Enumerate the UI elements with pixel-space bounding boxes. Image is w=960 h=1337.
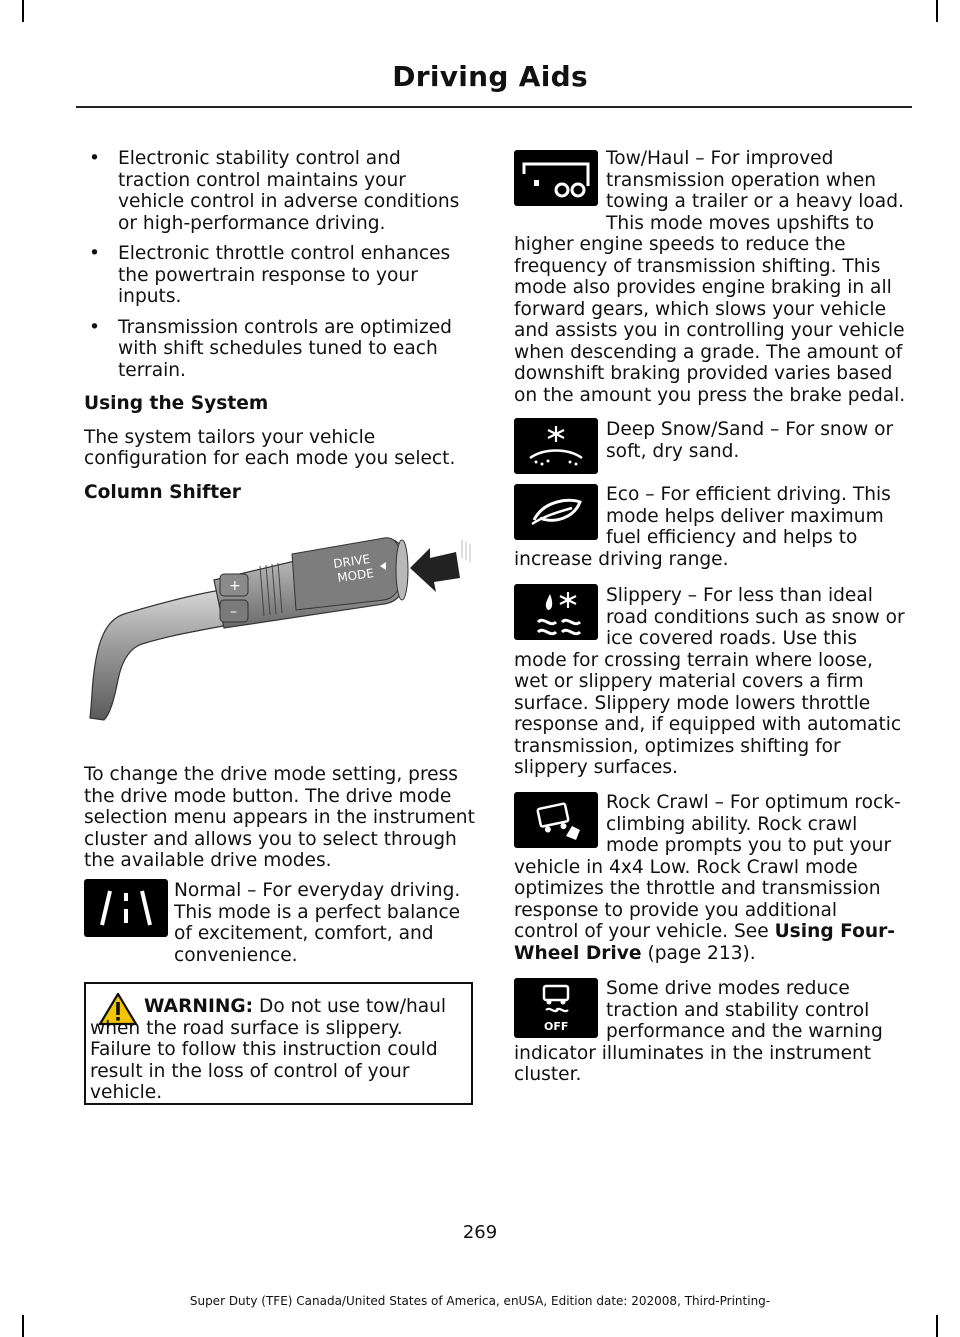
press-arrow-icon <box>410 548 460 592</box>
slippery-text <box>514 585 907 779</box>
section-heading-shifter: Column Shifter <box>84 481 241 503</box>
slippery-description: Slippery – For less than ideal road conditions such as snow or ice covered roads. Use this mode for crossing terrain where loose, wet or slippery material covers a firm surface. Slippery mode lowers throttle response and, if equipped with automatic transmission, optimizes shifting for slippery surfaces. <box>514 585 905 778</box>
warning-label: WARNING: <box>144 996 254 1017</box>
plus-label: + <box>229 578 241 594</box>
left-column <box>84 148 476 503</box>
tow-haul-text <box>514 148 907 406</box>
eco-text <box>514 484 907 570</box>
list-item <box>84 317 476 382</box>
crop-mark-top-right <box>936 0 938 22</box>
bullet-text: Electronic throttle control enhances the powertrain response to your inputs. <box>118 243 451 307</box>
normal-mode-text <box>84 880 474 966</box>
bullet-icon: • <box>89 243 100 264</box>
off-label: OFF <box>544 1020 569 1033</box>
drive-label: DRIVE <box>332 551 371 571</box>
minus-label: – <box>230 604 237 620</box>
change-mode-paragraph: To change the drive mode setting, press the drive mode button. The drive mode selection menu appears in the instrument cluster and allows you to select through the available drive modes. <box>84 764 475 871</box>
column-shifter-illustration <box>84 510 476 730</box>
list-item <box>84 148 476 234</box>
four-wheel-drive-link[interactable]: Using Four-Wheel Drive <box>514 921 895 964</box>
crop-mark-top-left <box>22 0 24 22</box>
crop-mark-bottom-right <box>936 1315 938 1337</box>
bullet-text: Electronic stability control and traction control maintains your vehicle control in adverse conditions or high-performance driving. <box>118 148 460 234</box>
page-title: Driving Aids <box>392 60 588 93</box>
deep-snow-description: Deep Snow/Sand – For snow or soft, dry sand. <box>606 419 894 462</box>
section-heading-using: Using the System <box>84 393 269 414</box>
tow-haul-description: Tow/Haul – For improved transmission operation when towing a trailer or a heavy load. This mode moves upshifts to higher engine speeds to reduce the frequency of transmission shifting. This mode also provides engine braking in all forward gears, which slows your vehicle and assists you in controlling your vehicle when descending a grade. The amount of downshift braking provided varies based on the amount you press the brake pedal. <box>514 148 906 406</box>
header-divider <box>76 106 912 108</box>
page-number: 269 <box>462 1222 498 1243</box>
traction-text <box>514 978 907 1086</box>
rock-crawl-page-ref: (page 213). <box>641 942 756 964</box>
crop-mark-bottom-left <box>22 1315 24 1337</box>
normal-mode-description: Normal – For everyday driving. This mode is a perfect balance of excitement, comfort, and convenience. <box>174 880 461 966</box>
list-item <box>84 243 476 308</box>
bullet-text: Transmission controls are optimized with shift schedules tuned to each terrain. <box>118 316 452 381</box>
traction-description: Some drive modes reduce traction and stability control performance and the warning indicator illuminates in the instrument cluster. <box>514 978 883 1085</box>
bullet-icon: • <box>89 148 100 169</box>
bullet-icon: • <box>89 316 100 338</box>
footer-edition-line: Super Duty (TFE) Canada/United States of America, enUSA, Edition date: 202008, Third-Printing- <box>189 1294 771 1308</box>
eco-description: Eco – For efficient driving. This mode helps deliver maximum fuel efficiency and helps to increase driving range. <box>514 484 891 570</box>
deep-snow-text <box>514 419 907 479</box>
rock-crawl-description: Rock Crawl – For optimum rock-climbing ability. Rock crawl mode prompts you to put your vehicle in 4x4 Low. Rock Crawl mode optimizes the throttle and transmission response to provide you additional control of your vehicle. See <box>514 792 901 942</box>
using-paragraph: The system tailors your vehicle configuration for each mode you select. <box>84 426 456 469</box>
rock-crawl-text <box>514 792 907 964</box>
mode-label: MODE <box>336 566 375 585</box>
warning-text <box>86 984 471 1104</box>
warning-body: Do not use tow/haul when the road surface is slippery. Failure to follow this instruction could result in the loss of control of your vehicle. <box>90 996 447 1103</box>
warning-box <box>84 982 473 1105</box>
